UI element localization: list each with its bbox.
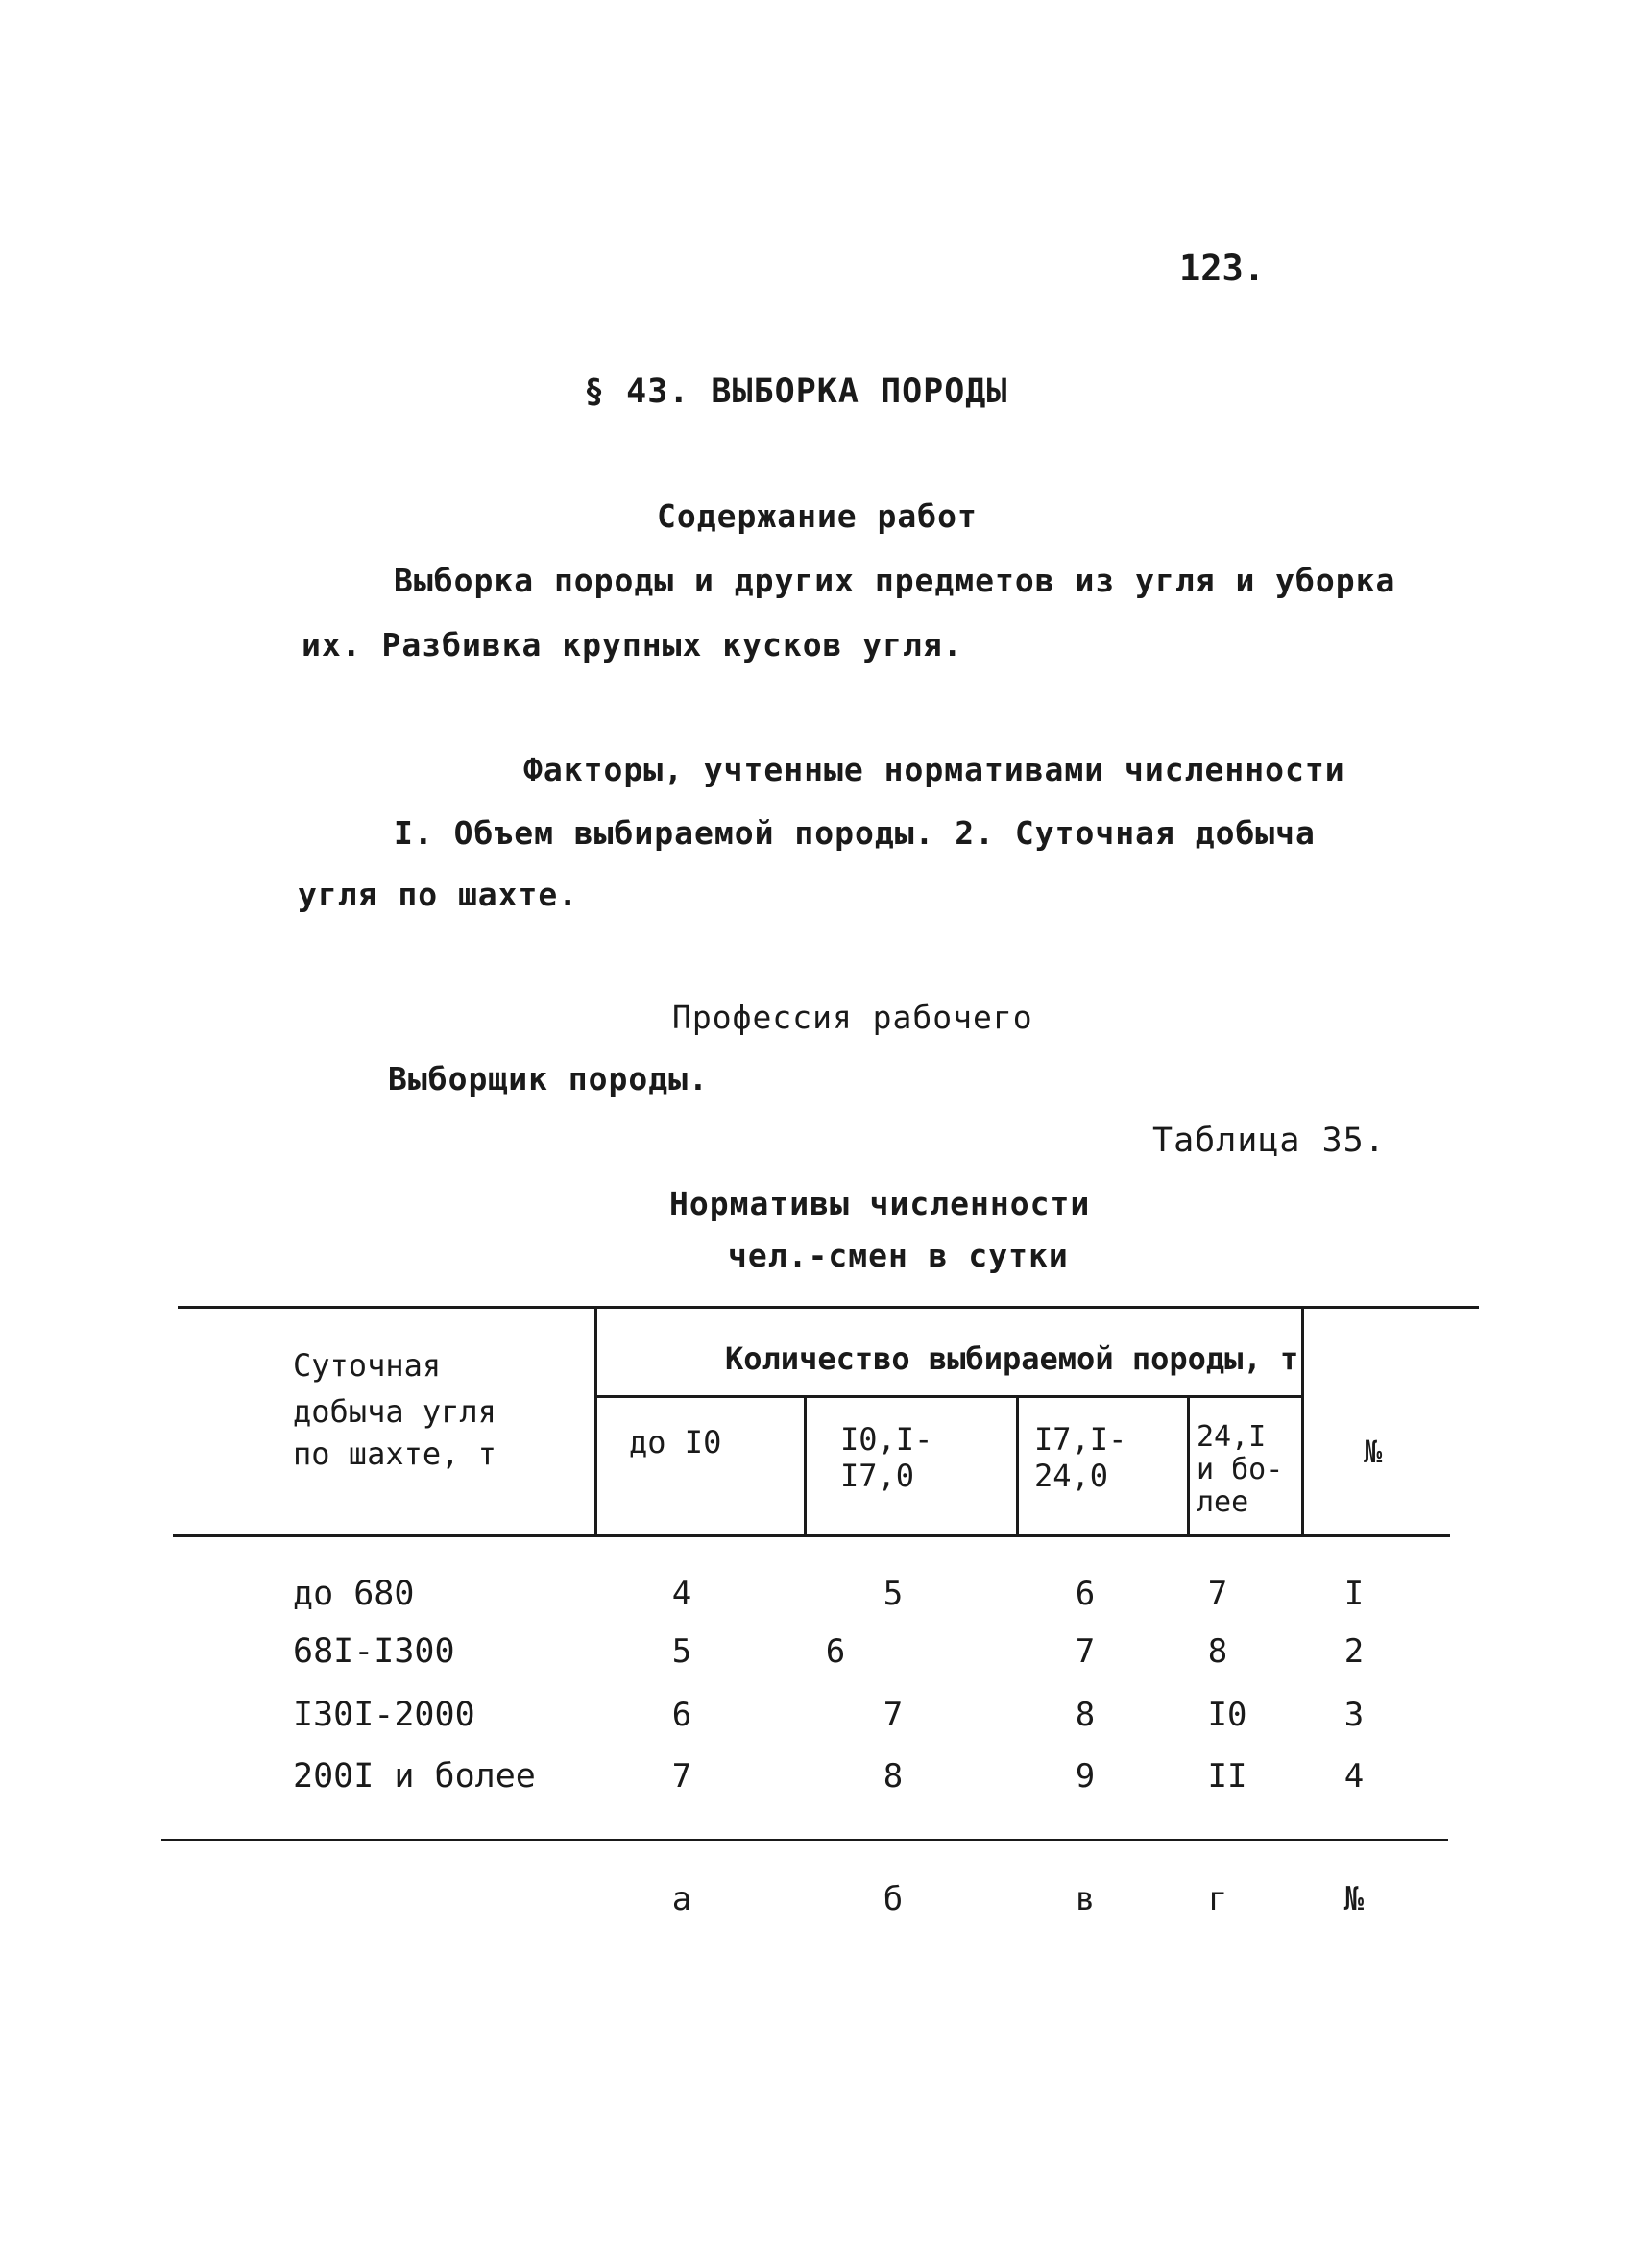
row-header-line1: Суточная	[293, 1347, 442, 1384]
header-bottom-rule	[173, 1534, 1450, 1537]
cell-value: 5	[671, 1632, 692, 1671]
col-header-3-line2: 24,0	[1034, 1458, 1109, 1494]
cell-value: 7	[1207, 1575, 1228, 1613]
cell-value: 6	[671, 1696, 692, 1734]
row-label: 68I-I300	[293, 1632, 455, 1671]
footer-letter: а	[671, 1880, 692, 1918]
col-header-4	[1197, 1421, 1283, 1519]
row-header-line2: добыча угля	[293, 1393, 496, 1430]
table-top-rule	[178, 1306, 1479, 1309]
section-title: § 43. ВЫБОРКА ПОРОДЫ	[584, 373, 1008, 411]
row-num: 4	[1343, 1757, 1365, 1796]
col-header-1-line1: до I0	[629, 1424, 722, 1460]
col-header-4-line2: и бо-	[1197, 1453, 1284, 1486]
cell-value: 8	[1207, 1632, 1228, 1671]
cell-value: 5	[883, 1575, 904, 1613]
col-header-4-line3: лее	[1197, 1485, 1249, 1519]
factors-line2: угля по шахте.	[298, 876, 579, 913]
row-header-line3: по шахте, т	[293, 1436, 496, 1472]
row-label: до 680	[293, 1575, 415, 1613]
group-header-rule	[595, 1395, 1304, 1398]
col-header-1	[629, 1421, 721, 1463]
cell-value: 7	[883, 1696, 904, 1734]
col-header-3	[1034, 1421, 1126, 1494]
row-label: I30I-2000	[293, 1696, 475, 1734]
col-rule-1	[594, 1308, 597, 1536]
table-bottom-rule	[161, 1839, 1448, 1841]
profession-value: Выборщик породы.	[388, 1060, 709, 1098]
col-header-2-line1: I0,I-	[840, 1421, 933, 1458]
cell-value: I0	[1207, 1696, 1247, 1734]
col-rule-3	[1016, 1397, 1019, 1536]
cell-value: 4	[671, 1575, 692, 1613]
table-title-line2: чел.-смен в сутки	[728, 1237, 1069, 1274]
profession-heading: Профессия рабочего	[672, 999, 1033, 1036]
work-content-line2: их. Разбивка крупных кусков угля.	[302, 626, 963, 664]
table-label: Таблица 35.	[1152, 1122, 1386, 1160]
col-rule-5	[1301, 1308, 1304, 1536]
col-rule-2	[804, 1397, 807, 1536]
cell-value: 7	[671, 1757, 692, 1796]
factors-line1: I. Объем выбираемой породы. 2. Суточная добыча	[394, 814, 1316, 852]
row-num: 3	[1343, 1696, 1365, 1734]
cell-value: 6	[1075, 1575, 1096, 1613]
cell-value: 7	[1075, 1632, 1096, 1671]
cell-value: 8	[883, 1757, 904, 1796]
cell-value: II	[1207, 1757, 1247, 1796]
page-number: 123.	[1179, 248, 1266, 289]
col-header-3-line1: I7,I-	[1034, 1421, 1127, 1458]
row-label: 200I и более	[293, 1757, 536, 1796]
work-content-line1: Выборка породы и других предметов из угля и уборка	[394, 562, 1396, 599]
footer-letter: б	[883, 1880, 904, 1918]
row-header	[293, 1344, 496, 1475]
table-title-line1: Нормативы численности	[669, 1185, 1091, 1222]
row-num: I	[1343, 1575, 1365, 1613]
col-header-2	[840, 1421, 932, 1494]
cell-value: 9	[1075, 1757, 1096, 1796]
footer-num: №	[1343, 1880, 1365, 1918]
row-num: 2	[1343, 1632, 1365, 1671]
col-rule-4	[1187, 1397, 1190, 1536]
footer-letter: г	[1207, 1880, 1228, 1918]
col-header-2-line2: I7,0	[840, 1458, 915, 1494]
factors-heading: Факторы, учтенные нормативами численности	[523, 751, 1345, 788]
cell-value: 8	[1075, 1696, 1096, 1734]
num-header: №	[1364, 1434, 1383, 1470]
cell-value: 6	[825, 1632, 846, 1671]
work-content-heading: Содержание работ	[657, 497, 978, 535]
col-header-4-line1: 24,I	[1197, 1420, 1267, 1454]
group-header: Количество выбираемой породы, т	[725, 1340, 1299, 1377]
footer-letter: в	[1075, 1880, 1096, 1918]
